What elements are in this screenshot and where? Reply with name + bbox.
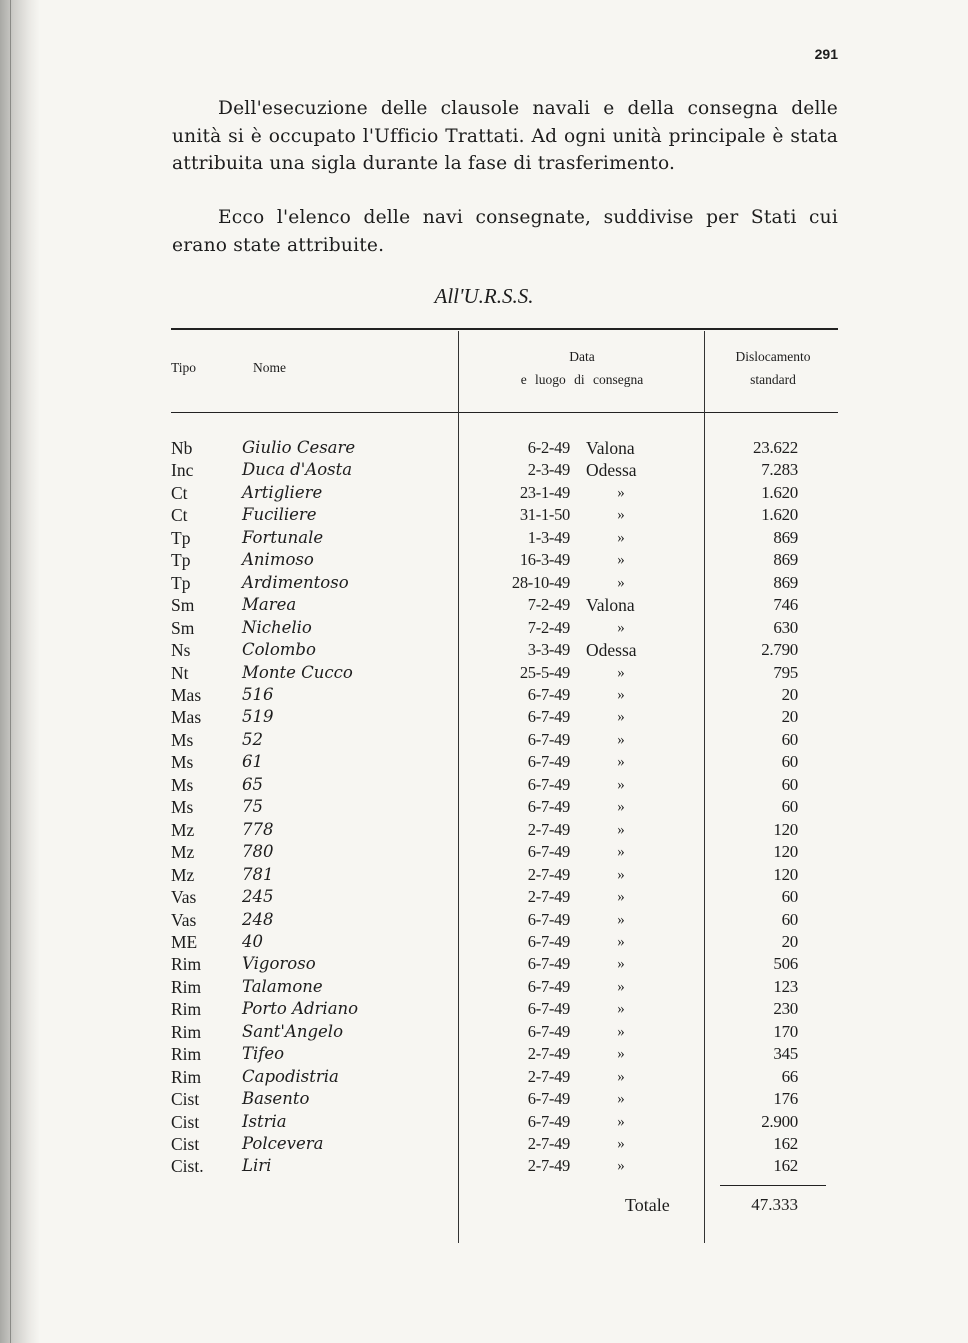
row-nome: Capodistria bbox=[242, 1066, 339, 1086]
table-row bbox=[0, 1021, 968, 1043]
row-luogo: » bbox=[617, 1135, 625, 1152]
row-tipo: Ms bbox=[171, 774, 194, 795]
table-row bbox=[0, 459, 968, 481]
row-dislocamento: 869 bbox=[773, 550, 798, 570]
row-tipo: Rim bbox=[171, 1066, 202, 1087]
row-data: 6-7-49 bbox=[527, 797, 570, 817]
row-luogo: » bbox=[617, 799, 625, 816]
row-tipo: Inc bbox=[171, 460, 194, 481]
row-luogo: » bbox=[617, 709, 625, 726]
table-row bbox=[0, 864, 968, 886]
row-dislocamento: 746 bbox=[773, 595, 798, 615]
row-data: 7-2-49 bbox=[527, 595, 570, 615]
row-nome: Artigliere bbox=[242, 482, 323, 502]
row-tipo: Rim bbox=[171, 976, 202, 997]
row-dislocamento: 2.900 bbox=[761, 1111, 798, 1131]
row-data: 2-7-49 bbox=[527, 887, 570, 906]
row-dislocamento: 1.620 bbox=[761, 505, 798, 525]
row-tipo: Tp bbox=[171, 572, 191, 593]
header-dislocamento: Dislocamento bbox=[735, 349, 811, 364]
row-data: 6-7-49 bbox=[527, 1111, 570, 1131]
row-data: 25-5-49 bbox=[519, 662, 570, 682]
row-nome: Basento bbox=[242, 1089, 310, 1108]
row-nome: Fuciliere bbox=[242, 505, 317, 525]
row-tipo: Vas bbox=[171, 887, 197, 907]
row-dislocamento: 60 bbox=[781, 797, 798, 817]
row-luogo: » bbox=[617, 821, 625, 838]
row-nome: Polcevera bbox=[242, 1133, 324, 1153]
row-tipo: ME bbox=[171, 931, 198, 952]
row-tipo: Cist. bbox=[171, 1156, 204, 1177]
row-nome: 781 bbox=[242, 864, 274, 884]
row-luogo: » bbox=[617, 507, 625, 524]
row-data: 6-7-49 bbox=[527, 842, 570, 862]
section-title: All'U.R.S.S. bbox=[434, 284, 534, 308]
row-dislocamento: 123 bbox=[773, 976, 798, 996]
row-data: 6-7-49 bbox=[527, 774, 570, 794]
row-dislocamento: 20 bbox=[781, 931, 798, 951]
row-dislocamento: 66 bbox=[781, 1066, 798, 1086]
row-luogo: » bbox=[617, 1113, 625, 1130]
row-luogo: » bbox=[617, 1158, 625, 1175]
page-number: 291 bbox=[814, 46, 838, 62]
row-dislocamento: 2.790 bbox=[761, 640, 798, 659]
row-tipo: Sm bbox=[171, 595, 195, 616]
row-nome: 248 bbox=[242, 909, 274, 929]
row-tipo: Ct bbox=[171, 482, 188, 503]
row-nome: Ardimentoso bbox=[242, 572, 349, 592]
row-nome: Marea bbox=[242, 595, 297, 615]
row-tipo: Ms bbox=[171, 752, 194, 773]
totale-rule bbox=[720, 1185, 826, 1186]
row-data: 6-7-49 bbox=[527, 954, 570, 974]
row-tipo: Rim bbox=[171, 1021, 202, 1042]
table-row bbox=[0, 1133, 968, 1155]
row-dislocamento: 60 bbox=[781, 887, 798, 906]
row-nome: Duca d'Aosta bbox=[242, 460, 353, 480]
row-data: 2-7-49 bbox=[527, 1156, 570, 1176]
row-data: 28-10-49 bbox=[511, 572, 570, 592]
row-tipo: Vas bbox=[171, 909, 197, 930]
row-tipo: Nb bbox=[171, 438, 193, 458]
row-dislocamento: 60 bbox=[781, 909, 798, 929]
table-row bbox=[0, 617, 968, 639]
row-nome: Talamone bbox=[242, 976, 323, 996]
row-dislocamento: 120 bbox=[773, 842, 798, 862]
row-data: 1-3-49 bbox=[527, 527, 570, 547]
row-nome: Sant'Angelo bbox=[242, 1021, 344, 1041]
row-data: 16-3-49 bbox=[519, 550, 570, 570]
table-row bbox=[0, 819, 968, 841]
row-data: 2-7-49 bbox=[527, 1066, 570, 1086]
row-luogo: » bbox=[617, 844, 625, 861]
list-intro-paragraph: Ecco l'elenco delle navi consegnate, suddivise per Stati cui erano state attribuite. bbox=[172, 207, 838, 256]
table-row bbox=[0, 1066, 968, 1088]
row-tipo: Nt bbox=[171, 662, 189, 683]
header-data: Data bbox=[569, 349, 595, 364]
row-nome: Istria bbox=[242, 1111, 287, 1131]
table-row bbox=[0, 1155, 968, 1177]
row-dislocamento: 60 bbox=[781, 729, 798, 749]
row-luogo: » bbox=[617, 866, 625, 883]
row-nome: 65 bbox=[242, 774, 263, 794]
table-row bbox=[0, 549, 968, 571]
row-luogo: » bbox=[617, 484, 625, 501]
row-dislocamento: 162 bbox=[773, 1156, 798, 1176]
row-data: 6-7-49 bbox=[527, 999, 570, 1019]
table-row bbox=[0, 931, 968, 953]
table-header-rule bbox=[171, 412, 838, 413]
table-row bbox=[0, 998, 968, 1020]
totale-label: Totale bbox=[625, 1195, 670, 1215]
row-tipo: Mas bbox=[171, 707, 202, 728]
row-nome: Vigoroso bbox=[242, 954, 316, 974]
row-dislocamento: 345 bbox=[773, 1044, 798, 1064]
row-dislocamento: 60 bbox=[781, 774, 798, 794]
row-nome: 40 bbox=[242, 931, 263, 951]
row-data: 6-7-49 bbox=[527, 1089, 570, 1108]
row-tipo: Tp bbox=[171, 527, 191, 548]
row-luogo: » bbox=[617, 574, 625, 591]
row-nome: Giulio Cesare bbox=[242, 438, 356, 457]
row-luogo: » bbox=[617, 1068, 625, 1085]
table-row bbox=[0, 729, 968, 751]
row-nome: 75 bbox=[242, 797, 263, 817]
row-dislocamento: 120 bbox=[773, 819, 798, 839]
table-row bbox=[0, 684, 968, 706]
table-row bbox=[0, 437, 968, 459]
row-luogo: » bbox=[617, 687, 625, 703]
row-dislocamento: 795 bbox=[773, 662, 798, 682]
table-row bbox=[0, 774, 968, 796]
row-tipo: Mz bbox=[171, 842, 195, 863]
row-tipo: Cist bbox=[171, 1089, 200, 1109]
row-dislocamento: 20 bbox=[781, 707, 798, 727]
row-luogo: » bbox=[617, 552, 625, 569]
row-data: 6-7-49 bbox=[527, 729, 570, 749]
row-dislocamento: 506 bbox=[773, 954, 798, 974]
row-luogo: » bbox=[617, 911, 625, 928]
row-tipo: Ms bbox=[171, 797, 194, 818]
row-dislocamento: 20 bbox=[781, 685, 798, 704]
row-dislocamento: 630 bbox=[773, 617, 798, 637]
row-data: 31-1-50 bbox=[519, 505, 570, 525]
row-dislocamento: 869 bbox=[773, 527, 798, 547]
row-luogo: » bbox=[617, 1046, 625, 1063]
row-data: 6-7-49 bbox=[527, 752, 570, 772]
table-row bbox=[0, 1111, 968, 1133]
row-data: 6-7-49 bbox=[527, 931, 570, 951]
row-dislocamento: 7.283 bbox=[761, 460, 798, 480]
row-tipo: Mz bbox=[171, 819, 195, 840]
table-row bbox=[0, 639, 968, 661]
table-row bbox=[0, 504, 968, 526]
row-data: 2-7-49 bbox=[527, 864, 570, 884]
row-luogo: » bbox=[617, 754, 625, 771]
row-nome: Porto Adriano bbox=[242, 999, 359, 1019]
row-dislocamento: 170 bbox=[773, 1021, 798, 1041]
table-row bbox=[0, 976, 968, 998]
row-nome: 519 bbox=[242, 707, 274, 727]
table-row bbox=[0, 594, 968, 616]
row-nome: Colombo bbox=[242, 640, 316, 659]
row-nome: Fortunale bbox=[242, 527, 324, 547]
table-row bbox=[0, 751, 968, 773]
row-data: 2-7-49 bbox=[527, 1044, 570, 1064]
row-nome: Tifeo bbox=[242, 1044, 285, 1064]
row-dislocamento: 176 bbox=[773, 1089, 798, 1108]
row-data: 7-2-49 bbox=[527, 617, 570, 637]
row-dislocamento: 1.620 bbox=[761, 482, 798, 502]
row-luogo: » bbox=[617, 956, 625, 973]
totale-value: 47.333 bbox=[751, 1195, 798, 1214]
row-tipo: Cist bbox=[171, 1111, 200, 1132]
row-data: 6-2-49 bbox=[527, 438, 570, 457]
row-luogo: Odessa bbox=[586, 460, 637, 481]
row-luogo: » bbox=[617, 529, 625, 546]
row-dislocamento: 869 bbox=[773, 572, 798, 592]
table-row bbox=[0, 572, 968, 594]
row-dislocamento: 23.622 bbox=[753, 438, 798, 457]
table-row bbox=[0, 482, 968, 504]
table-row bbox=[0, 909, 968, 931]
row-nome: 52 bbox=[242, 729, 263, 749]
header-standard: standard bbox=[750, 372, 796, 387]
row-data: 6-7-49 bbox=[527, 1021, 570, 1041]
row-nome: Animoso bbox=[242, 550, 314, 570]
row-luogo: Valona bbox=[586, 438, 635, 458]
table-row bbox=[0, 841, 968, 863]
row-tipo: Ms bbox=[171, 729, 194, 750]
row-data: 23-1-49 bbox=[519, 482, 570, 502]
row-luogo: » bbox=[617, 978, 625, 995]
table-row bbox=[0, 1043, 968, 1065]
row-dislocamento: 230 bbox=[773, 999, 798, 1019]
row-tipo: Ct bbox=[171, 505, 188, 526]
row-dislocamento: 120 bbox=[773, 864, 798, 884]
row-data: 6-7-49 bbox=[527, 909, 570, 929]
header-tipo: Tipo bbox=[171, 360, 197, 375]
row-tipo: Rim bbox=[171, 954, 202, 975]
table-row bbox=[0, 527, 968, 549]
row-data: 2-7-49 bbox=[527, 819, 570, 839]
row-data: 2-7-49 bbox=[527, 1133, 570, 1153]
row-tipo: Tp bbox=[171, 550, 191, 571]
row-luogo: » bbox=[617, 933, 625, 950]
row-nome: 516 bbox=[242, 685, 274, 704]
row-nome: 245 bbox=[242, 887, 274, 906]
row-nome: 778 bbox=[242, 819, 274, 839]
row-nome: 61 bbox=[242, 752, 263, 772]
row-luogo: » bbox=[617, 1023, 625, 1040]
row-tipo: Mz bbox=[171, 864, 195, 885]
table-row bbox=[0, 796, 968, 818]
row-luogo: » bbox=[617, 619, 625, 636]
row-data: 6-7-49 bbox=[527, 707, 570, 727]
table-row bbox=[0, 886, 968, 908]
row-tipo: Cist bbox=[171, 1133, 200, 1154]
row-dislocamento: 162 bbox=[773, 1133, 798, 1153]
row-luogo: » bbox=[617, 776, 625, 793]
row-tipo: Rim bbox=[171, 1044, 202, 1065]
intro-paragraph: Dell'esecuzione delle clausole navali e della consegna delle unità si è occupato l'Ufficio Trattati. Ad ogni unità principale è stata attribuita una sigla durante la fase di trasferimento. bbox=[172, 98, 838, 174]
row-luogo: » bbox=[617, 731, 625, 748]
table-row bbox=[0, 953, 968, 975]
row-luogo: » bbox=[617, 1091, 625, 1107]
row-data: 6-7-49 bbox=[527, 685, 570, 704]
table-row bbox=[0, 1088, 968, 1110]
table-top-rule bbox=[171, 328, 838, 330]
header-luogo-consegna: e luogo di consegna bbox=[520, 372, 644, 387]
row-nome: Nichelio bbox=[242, 617, 312, 637]
row-nome: Liri bbox=[242, 1156, 272, 1176]
row-tipo: Mas bbox=[171, 685, 202, 705]
row-tipo: Sm bbox=[171, 617, 195, 638]
table-row bbox=[0, 662, 968, 684]
row-nome: 780 bbox=[242, 842, 274, 862]
row-tipo: Ns bbox=[171, 640, 191, 660]
row-luogo: » bbox=[617, 1001, 625, 1018]
header-nome: Nome bbox=[253, 360, 286, 375]
row-luogo: » bbox=[617, 664, 625, 681]
row-luogo: Odessa bbox=[586, 640, 637, 660]
row-luogo: » bbox=[617, 889, 625, 905]
row-data: 2-3-49 bbox=[527, 460, 570, 480]
row-data: 3-3-49 bbox=[527, 640, 570, 659]
row-dislocamento: 60 bbox=[781, 752, 798, 772]
table-row bbox=[0, 706, 968, 728]
row-nome: Monte Cucco bbox=[242, 662, 353, 682]
row-data: 6-7-49 bbox=[527, 976, 570, 996]
row-tipo: Rim bbox=[171, 999, 202, 1020]
row-luogo: Valona bbox=[586, 595, 635, 616]
